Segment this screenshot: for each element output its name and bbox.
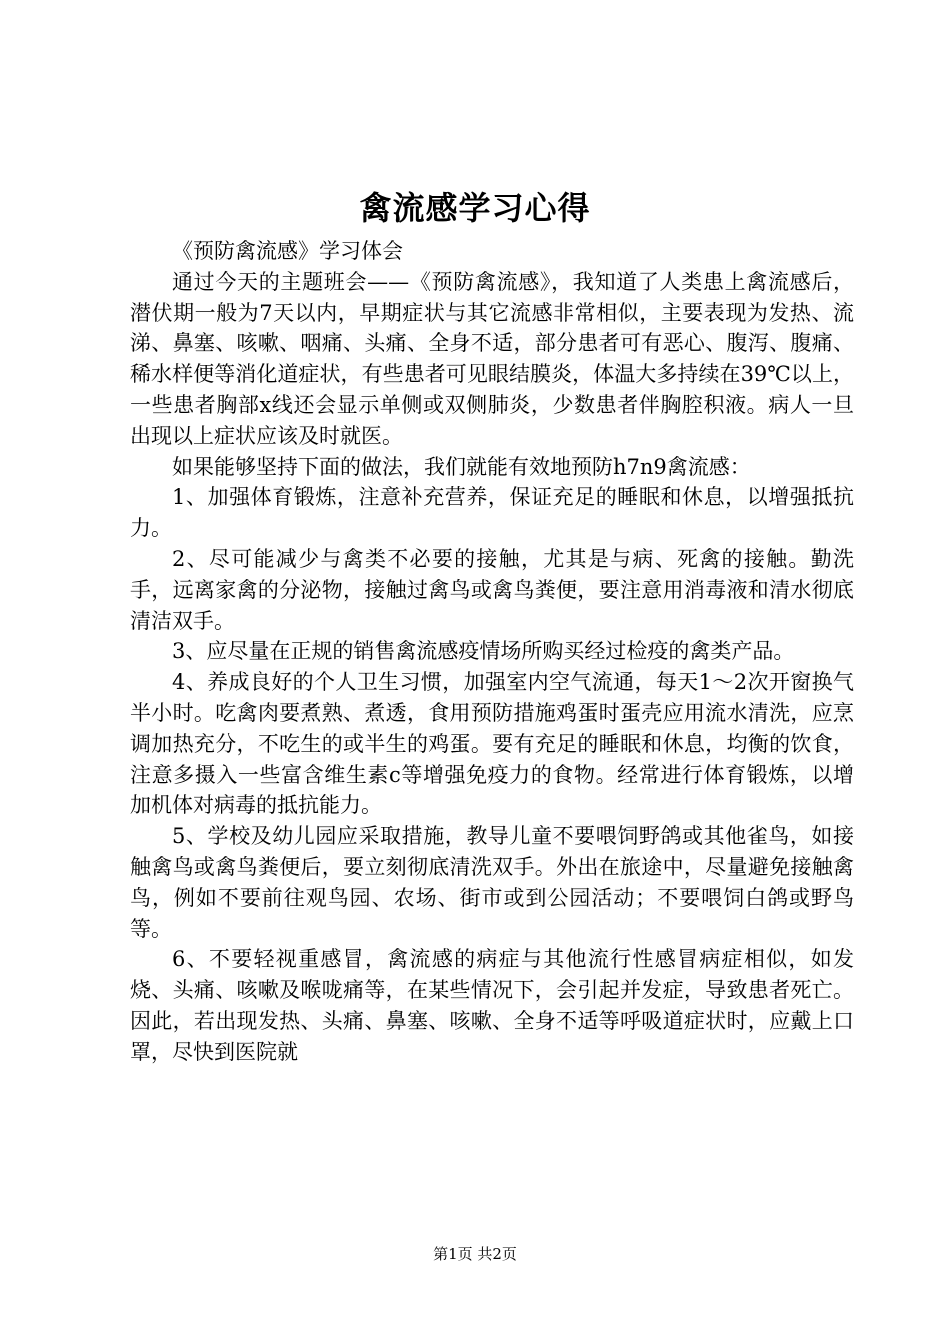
- document-body: [130, 236, 854, 1068]
- paragraph-item-5: 5、学校及幼儿园应采取措施，教导儿童不要喂饲野鸽或其他雀鸟，如接触禽鸟或禽鸟粪便后，要立刻彻底清洗双手。外出在旅途中，尽量避免接触禽鸟，例如不要前往观鸟园、农场、街市或到公园活动；不要喂饲白鸽或野鸟等。: [130, 824, 854, 941]
- page-footer: 第1页 共2页: [433, 1245, 517, 1263]
- paragraph-item-6: 6、不要轻视重感冒，禽流感的病症与其他流行性感冒病症相似，如发烧、头痛、咳嗽及喉咙痛等，在某些情况下，会引起并发症，导致患者死亡。因此，若出现发热、头痛、鼻塞、咳嗽、全身不适等呼吸道症状时，应戴上口罩，尽快到医院就: [130, 947, 854, 1064]
- paragraph-item-2: 2、尽可能减少与禽类不必要的接触，尤其是与病、死禽的接触。勤洗手，远离家禽的分泌物，接触过禽鸟或禽鸟粪便，要注意用消毒液和清水彻底清洁双手。: [130, 546, 854, 633]
- paragraph-intro: 通过今天的主题班会——《预防禽流感》，我知道了人类患上禽流感后，潜伏期一般为7天以内，早期症状与其它流感非常相似，主要表现为发热、流涕、鼻塞、咳嗽、咽痛、头痛、全身不适，部分患者可有恶心、腹泻、腹痛、稀水样便等消化道症状，有些患者可见眼结膜炎，体温大多持续在39℃以上，一些患者胸部x线还会显示单侧或双侧肺炎，少数患者伴胸腔积液。病人一旦出现以上症状应该及时就医。: [130, 269, 854, 448]
- paragraph-prevention-lead: 如果能够坚持下面的做法，我们就能有效地预防h7n9禽流感：: [172, 454, 751, 479]
- document-title: 禽流感学习心得: [359, 189, 591, 227]
- document-subtitle: 《预防禽流感》学习体会: [172, 239, 403, 263]
- paragraph-item-1: 1、加强体育锻炼，注意补充营养，保证充足的睡眠和休息，以增强抵抗力。: [130, 485, 854, 541]
- paragraph-item-4: 4、养成良好的个人卫生习惯，加强室内空气流通，每天1～2次开窗换气半小时。吃禽肉要煮熟、煮透，食用预防措施鸡蛋时蛋壳应用流水清洗，应烹调加热充分，不吃生的或半生的鸡蛋。要有充足的睡眠和休息，均衡的饮食，注意多摄入一些富含维生素c等增强免疫力的食物。经常进行体育锻炼，以增加机体对病毒的抵抗能力。: [130, 670, 854, 818]
- paragraph-item-3: 3、应尽量在正规的销售禽流感疫情场所购买经过检疫的禽类产品。: [172, 639, 795, 664]
